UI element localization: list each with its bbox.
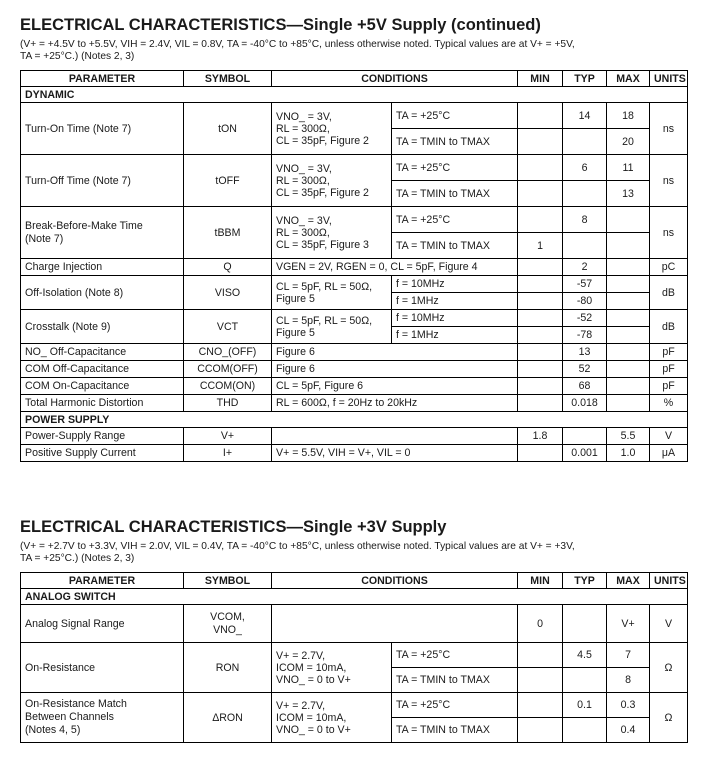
min-cell: [518, 445, 563, 462]
min-cell: 1.8: [518, 428, 563, 445]
condition-cell: [272, 643, 392, 693]
section-1-conditions-note: [20, 39, 690, 63]
condition-line: RL = 300Ω,: [276, 122, 330, 135]
typ-cell: 0.1: [563, 693, 607, 718]
param-cell: On-Resistance: [21, 643, 184, 693]
units-cell: %: [650, 395, 688, 412]
typ-cell: [563, 233, 607, 259]
temp-condition-cell: TA = TMIN to TMAX: [392, 718, 518, 743]
symbol-cell: tON: [184, 103, 272, 155]
param-cell: Charge Injection: [21, 259, 184, 276]
condition-line: ICOM = 10mA,: [276, 661, 347, 674]
max-cell: [607, 276, 650, 293]
min-cell: [518, 361, 563, 378]
condition-cell: [272, 155, 392, 207]
units-cell: pC: [650, 259, 688, 276]
note-line-2: TA = +25°C.) (Notes 2, 3): [20, 553, 135, 564]
max-cell: 8: [607, 668, 650, 693]
param-cell: Total Harmonic Distortion: [21, 395, 184, 412]
max-cell: [607, 327, 650, 344]
condition-line: V+ = 2.7V,: [276, 649, 326, 662]
param-cell: Turn-On Time (Note 7): [21, 103, 184, 155]
condition-line: Figure 5: [276, 292, 315, 305]
condition-cell: [272, 276, 392, 310]
units-cell: ns: [650, 207, 688, 259]
symbol-cell: CNO_(OFF): [184, 344, 272, 361]
symbol-cell: ΔRON: [184, 693, 272, 743]
table-row: [21, 344, 688, 361]
condition-cell: [272, 207, 392, 259]
table-row: [21, 361, 688, 378]
table-row: [21, 276, 688, 293]
min-cell: [518, 643, 563, 668]
typ-cell: [563, 668, 607, 693]
condition-cell: RL = 600Ω, f = 20Hz to 20kHz: [272, 395, 518, 412]
param-cell: [21, 693, 184, 743]
min-cell: [518, 327, 563, 344]
min-cell: [518, 718, 563, 743]
max-cell: [607, 361, 650, 378]
min-cell: [518, 155, 563, 181]
min-cell: [518, 276, 563, 293]
param-line: On-Resistance Match: [25, 698, 127, 710]
param-cell: Turn-Off Time (Note 7): [21, 155, 184, 207]
units-cell: pF: [650, 361, 688, 378]
header-row: [21, 573, 688, 589]
section-1-title: ELECTRICAL CHARACTERISTICS—Single +5V Supply (continued): [20, 16, 541, 34]
typ-cell: 52: [563, 361, 607, 378]
max-cell: [607, 310, 650, 327]
max-cell: 13: [607, 181, 650, 207]
spec-table-5v: [20, 70, 688, 462]
frequency-cell: f = 10MHz: [392, 310, 518, 327]
condition-line: CL = 35pF, Figure 2: [276, 186, 369, 199]
symbol-cell: VCT: [184, 310, 272, 344]
symbol-line: VNO_: [213, 623, 242, 636]
condition-line: VNO_ = 3V,: [276, 110, 332, 123]
min-cell: [518, 693, 563, 718]
max-cell: [607, 344, 650, 361]
condition-line: VNO_ = 3V,: [276, 162, 332, 175]
header-symbol: SYMBOL: [184, 71, 272, 87]
max-cell: 20: [607, 129, 650, 155]
typ-cell: -80: [563, 293, 607, 310]
max-cell: 0.3: [607, 693, 650, 718]
min-cell: [518, 395, 563, 412]
symbol-cell: I+: [184, 445, 272, 462]
max-cell: [607, 395, 650, 412]
condition-line: CL = 5pF, RL = 50Ω,: [276, 280, 373, 293]
condition-line: CL = 35pF, Figure 2: [276, 134, 369, 147]
typ-cell: [563, 718, 607, 743]
max-cell: 1.0: [607, 445, 650, 462]
max-cell: 5.5: [607, 428, 650, 445]
temp-condition-cell: TA = +25°C: [392, 103, 518, 129]
min-cell: [518, 668, 563, 693]
typ-cell: 8: [563, 207, 607, 233]
condition-line: VNO_ = 3V,: [276, 214, 332, 227]
temp-condition-cell: TA = +25°C: [392, 155, 518, 181]
symbol-cell: tOFF: [184, 155, 272, 207]
table-row: [21, 155, 688, 181]
symbol-cell: CCOM(OFF): [184, 361, 272, 378]
param-line: Break-Before-Make Time: [25, 219, 143, 232]
frequency-cell: f = 10MHz: [392, 276, 518, 293]
typ-cell: 14: [563, 103, 607, 129]
condition-cell: [272, 310, 392, 344]
temp-condition-cell: TA = TMIN to TMAX: [392, 668, 518, 693]
symbol-cell: V+: [184, 428, 272, 445]
header-typ: TYP: [563, 573, 607, 589]
group-row-analog-switch: [21, 589, 688, 605]
symbol-cell: THD: [184, 395, 272, 412]
min-cell: [518, 344, 563, 361]
table-row: [21, 395, 688, 412]
param-cell: COM Off-Capacitance: [21, 361, 184, 378]
temp-condition-cell: TA = TMIN to TMAX: [392, 129, 518, 155]
min-cell: [518, 181, 563, 207]
units-cell: Ω: [650, 643, 688, 693]
typ-cell: 2: [563, 259, 607, 276]
note-line-1: (V+ = +2.7V to +3.3V, VIH = 2.0V, VIL = 0.4V, TA = -40°C to +85°C, unless otherwise noted. Typical values are at V+ = +3V,: [20, 541, 575, 552]
max-cell: [607, 259, 650, 276]
condition-line: RL = 300Ω,: [276, 226, 330, 239]
min-cell: [518, 259, 563, 276]
max-cell: [607, 207, 650, 233]
symbol-line: VCOM,: [210, 610, 245, 623]
param-cell: Positive Supply Current: [21, 445, 184, 462]
header-units: UNITS: [650, 71, 688, 87]
header-conditions: CONDITIONS: [272, 573, 518, 589]
max-cell: [607, 378, 650, 395]
header-parameter: PARAMETER: [21, 71, 184, 87]
table-row: [21, 428, 688, 445]
condition-cell: V+ = 5.5V, VIH = V+, VIL = 0: [272, 445, 518, 462]
param-cell: [21, 207, 184, 259]
min-cell: 0: [518, 605, 563, 643]
condition-line: VNO_ = 0 to V+: [276, 673, 351, 686]
group-label: POWER SUPPLY: [21, 412, 688, 428]
table-row: [21, 378, 688, 395]
temp-condition-cell: TA = +25°C: [392, 693, 518, 718]
max-cell: 0.4: [607, 718, 650, 743]
note-line-1: (V+ = +4.5V to +5.5V, VIH = 2.4V, VIL = 0.8V, TA = -40°C to +85°C, unless otherwise noted. Typical values are at V+ = +5V,: [20, 39, 575, 50]
param-line: (Notes 4, 5): [25, 724, 81, 736]
header-min: MIN: [518, 71, 563, 87]
symbol-cell: CCOM(ON): [184, 378, 272, 395]
section-2-conditions-note: [20, 541, 690, 565]
condition-cell: VGEN = 2V, RGEN = 0, CL = 5pF, Figure 4: [272, 259, 518, 276]
condition-line: V+ = 2.7V,: [276, 699, 326, 712]
spec-table-3v: [20, 572, 688, 743]
condition-cell: [272, 693, 392, 743]
typ-cell: 13: [563, 344, 607, 361]
symbol-cell: tBBM: [184, 207, 272, 259]
units-cell: V: [650, 428, 688, 445]
typ-cell: [563, 129, 607, 155]
table-row: [21, 445, 688, 462]
header-parameter: PARAMETER: [21, 573, 184, 589]
condition-line: VNO_ = 0 to V+: [276, 723, 351, 736]
condition-line: CL = 35pF, Figure 3: [276, 238, 369, 251]
table-row: [21, 693, 688, 718]
condition-line: RL = 300Ω,: [276, 174, 330, 187]
section-2-title: ELECTRICAL CHARACTERISTICS—Single +3V Supply: [20, 518, 447, 536]
units-cell: μA: [650, 445, 688, 462]
min-cell: [518, 207, 563, 233]
units-cell: Ω: [650, 693, 688, 743]
typ-cell: [563, 605, 607, 643]
units-cell: V: [650, 605, 688, 643]
param-cell: COM On-Capacitance: [21, 378, 184, 395]
header-row: [21, 71, 688, 87]
typ-cell: 0.018: [563, 395, 607, 412]
frequency-cell: f = 1MHz: [392, 293, 518, 310]
max-cell: 18: [607, 103, 650, 129]
symbol-cell: [184, 605, 272, 643]
condition-line: CL = 5pF, RL = 50Ω,: [276, 314, 373, 327]
typ-cell: -52: [563, 310, 607, 327]
min-cell: [518, 378, 563, 395]
frequency-cell: f = 1MHz: [392, 327, 518, 344]
condition-cell: Figure 6: [272, 361, 518, 378]
param-line: (Note 7): [25, 232, 64, 245]
units-cell: pF: [650, 378, 688, 395]
group-row-power-supply: [21, 412, 688, 428]
typ-cell: 4.5: [563, 643, 607, 668]
condition-cell: [272, 605, 518, 643]
min-cell: 1: [518, 233, 563, 259]
min-cell: [518, 103, 563, 129]
param-cell: Off-Isolation (Note 8): [21, 276, 184, 310]
condition-cell: [272, 103, 392, 155]
typ-cell: [563, 428, 607, 445]
table-row: [21, 310, 688, 327]
max-cell: 11: [607, 155, 650, 181]
max-cell: V+: [607, 605, 650, 643]
symbol-cell: VISO: [184, 276, 272, 310]
table-row: [21, 259, 688, 276]
condition-cell: CL = 5pF, Figure 6: [272, 378, 518, 395]
units-cell: dB: [650, 310, 688, 344]
header-symbol: SYMBOL: [184, 573, 272, 589]
typ-cell: 68: [563, 378, 607, 395]
units-cell: dB: [650, 276, 688, 310]
header-conditions: CONDITIONS: [272, 71, 518, 87]
typ-cell: -57: [563, 276, 607, 293]
param-cell: NO_ Off-Capacitance: [21, 344, 184, 361]
max-cell: [607, 233, 650, 259]
param-line: Between Channels: [25, 711, 114, 723]
header-typ: TYP: [563, 71, 607, 87]
param-cell: Crosstalk (Note 9): [21, 310, 184, 344]
header-max: MAX: [607, 71, 650, 87]
group-label: ANALOG SWITCH: [21, 589, 688, 605]
condition-line: ICOM = 10mA,: [276, 711, 347, 724]
symbol-cell: Q: [184, 259, 272, 276]
min-cell: [518, 310, 563, 327]
max-cell: 7: [607, 643, 650, 668]
typ-cell: 0.001: [563, 445, 607, 462]
units-cell: ns: [650, 103, 688, 155]
param-cell: Analog Signal Range: [21, 605, 184, 643]
typ-cell: -78: [563, 327, 607, 344]
units-cell: pF: [650, 344, 688, 361]
symbol-cell: RON: [184, 643, 272, 693]
temp-condition-cell: TA = TMIN to TMAX: [392, 233, 518, 259]
condition-cell: [272, 428, 518, 445]
group-row-dynamic: [21, 87, 688, 103]
group-label: DYNAMIC: [21, 87, 688, 103]
header-max: MAX: [607, 573, 650, 589]
temp-condition-cell: TA = +25°C: [392, 207, 518, 233]
note-line-2: TA = +25°C.) (Notes 2, 3): [20, 51, 135, 62]
min-cell: [518, 129, 563, 155]
header-min: MIN: [518, 573, 563, 589]
param-cell: Power-Supply Range: [21, 428, 184, 445]
condition-cell: Figure 6: [272, 344, 518, 361]
max-cell: [607, 293, 650, 310]
table-row: [21, 643, 688, 668]
typ-cell: 6: [563, 155, 607, 181]
table-row: [21, 207, 688, 233]
temp-condition-cell: TA = TMIN to TMAX: [392, 181, 518, 207]
temp-condition-cell: TA = +25°C: [392, 643, 518, 668]
min-cell: [518, 293, 563, 310]
table-row: [21, 103, 688, 129]
typ-cell: [563, 181, 607, 207]
table-row: [21, 605, 688, 643]
condition-line: Figure 5: [276, 326, 315, 339]
units-cell: ns: [650, 155, 688, 207]
header-units: UNITS: [650, 573, 688, 589]
